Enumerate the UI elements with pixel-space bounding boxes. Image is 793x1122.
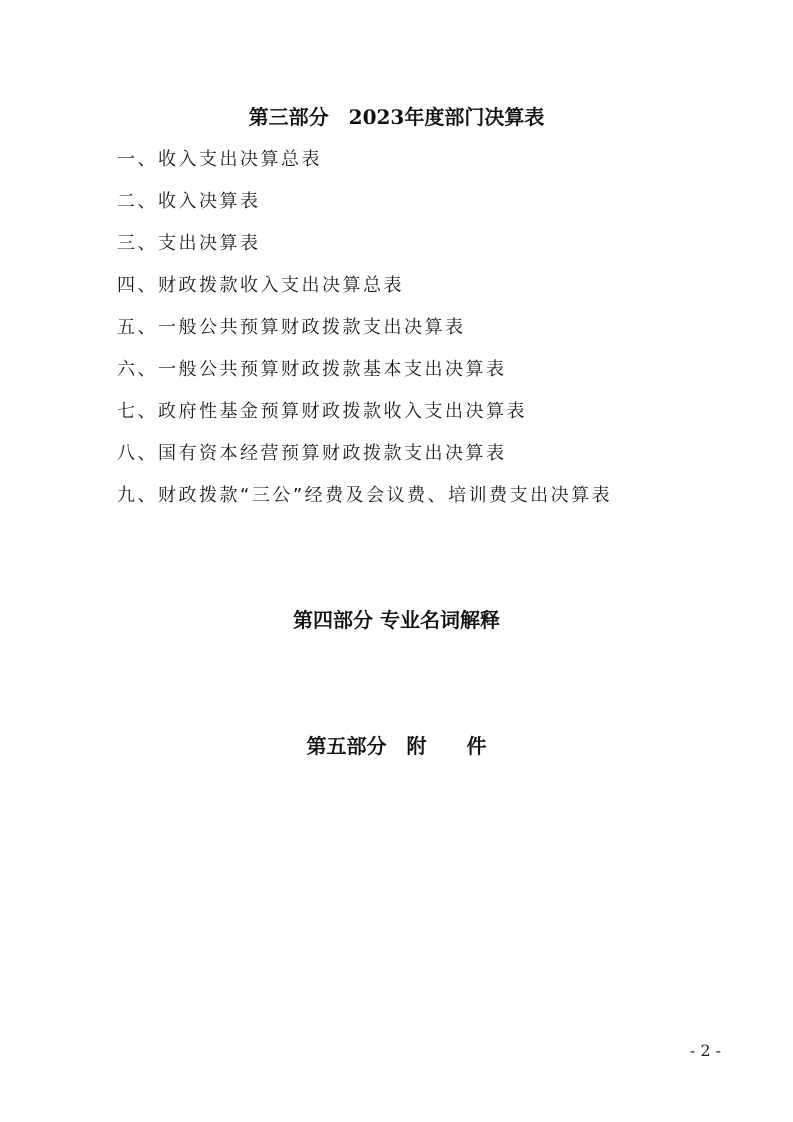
list-item-2: 二、收入决算表 [117, 191, 261, 212]
list-item-5: 五、一般公共预算财政拨款支出决算表 [117, 317, 466, 338]
list-item-1: 一、收入支出决算总表 [117, 149, 322, 170]
list-item-8: 八、国有资本经营预算财政拨款支出决算表 [117, 443, 507, 464]
part5-title: 第五部分 附 件 [306, 734, 487, 758]
list-item-7: 七、政府性基金预算财政拨款收入支出决算表 [117, 401, 527, 422]
list-item-9: 九、财政拨款“三公”经费及会议费、培训费支出决算表 [117, 485, 613, 506]
part3-table-list [117, 147, 612, 525]
list-item-4: 四、财政拨款收入支出决算总表 [117, 275, 404, 296]
list-item-3: 三、支出决算表 [117, 233, 261, 254]
page-number: - 2 - [689, 1041, 721, 1060]
list-item-6: 六、一般公共预算财政拨款基本支出决算表 [117, 359, 507, 380]
part3-title: 第三部分 2023年度部门决算表 [248, 105, 545, 129]
part4-title: 第四部分 专业名词解释 [293, 608, 500, 632]
